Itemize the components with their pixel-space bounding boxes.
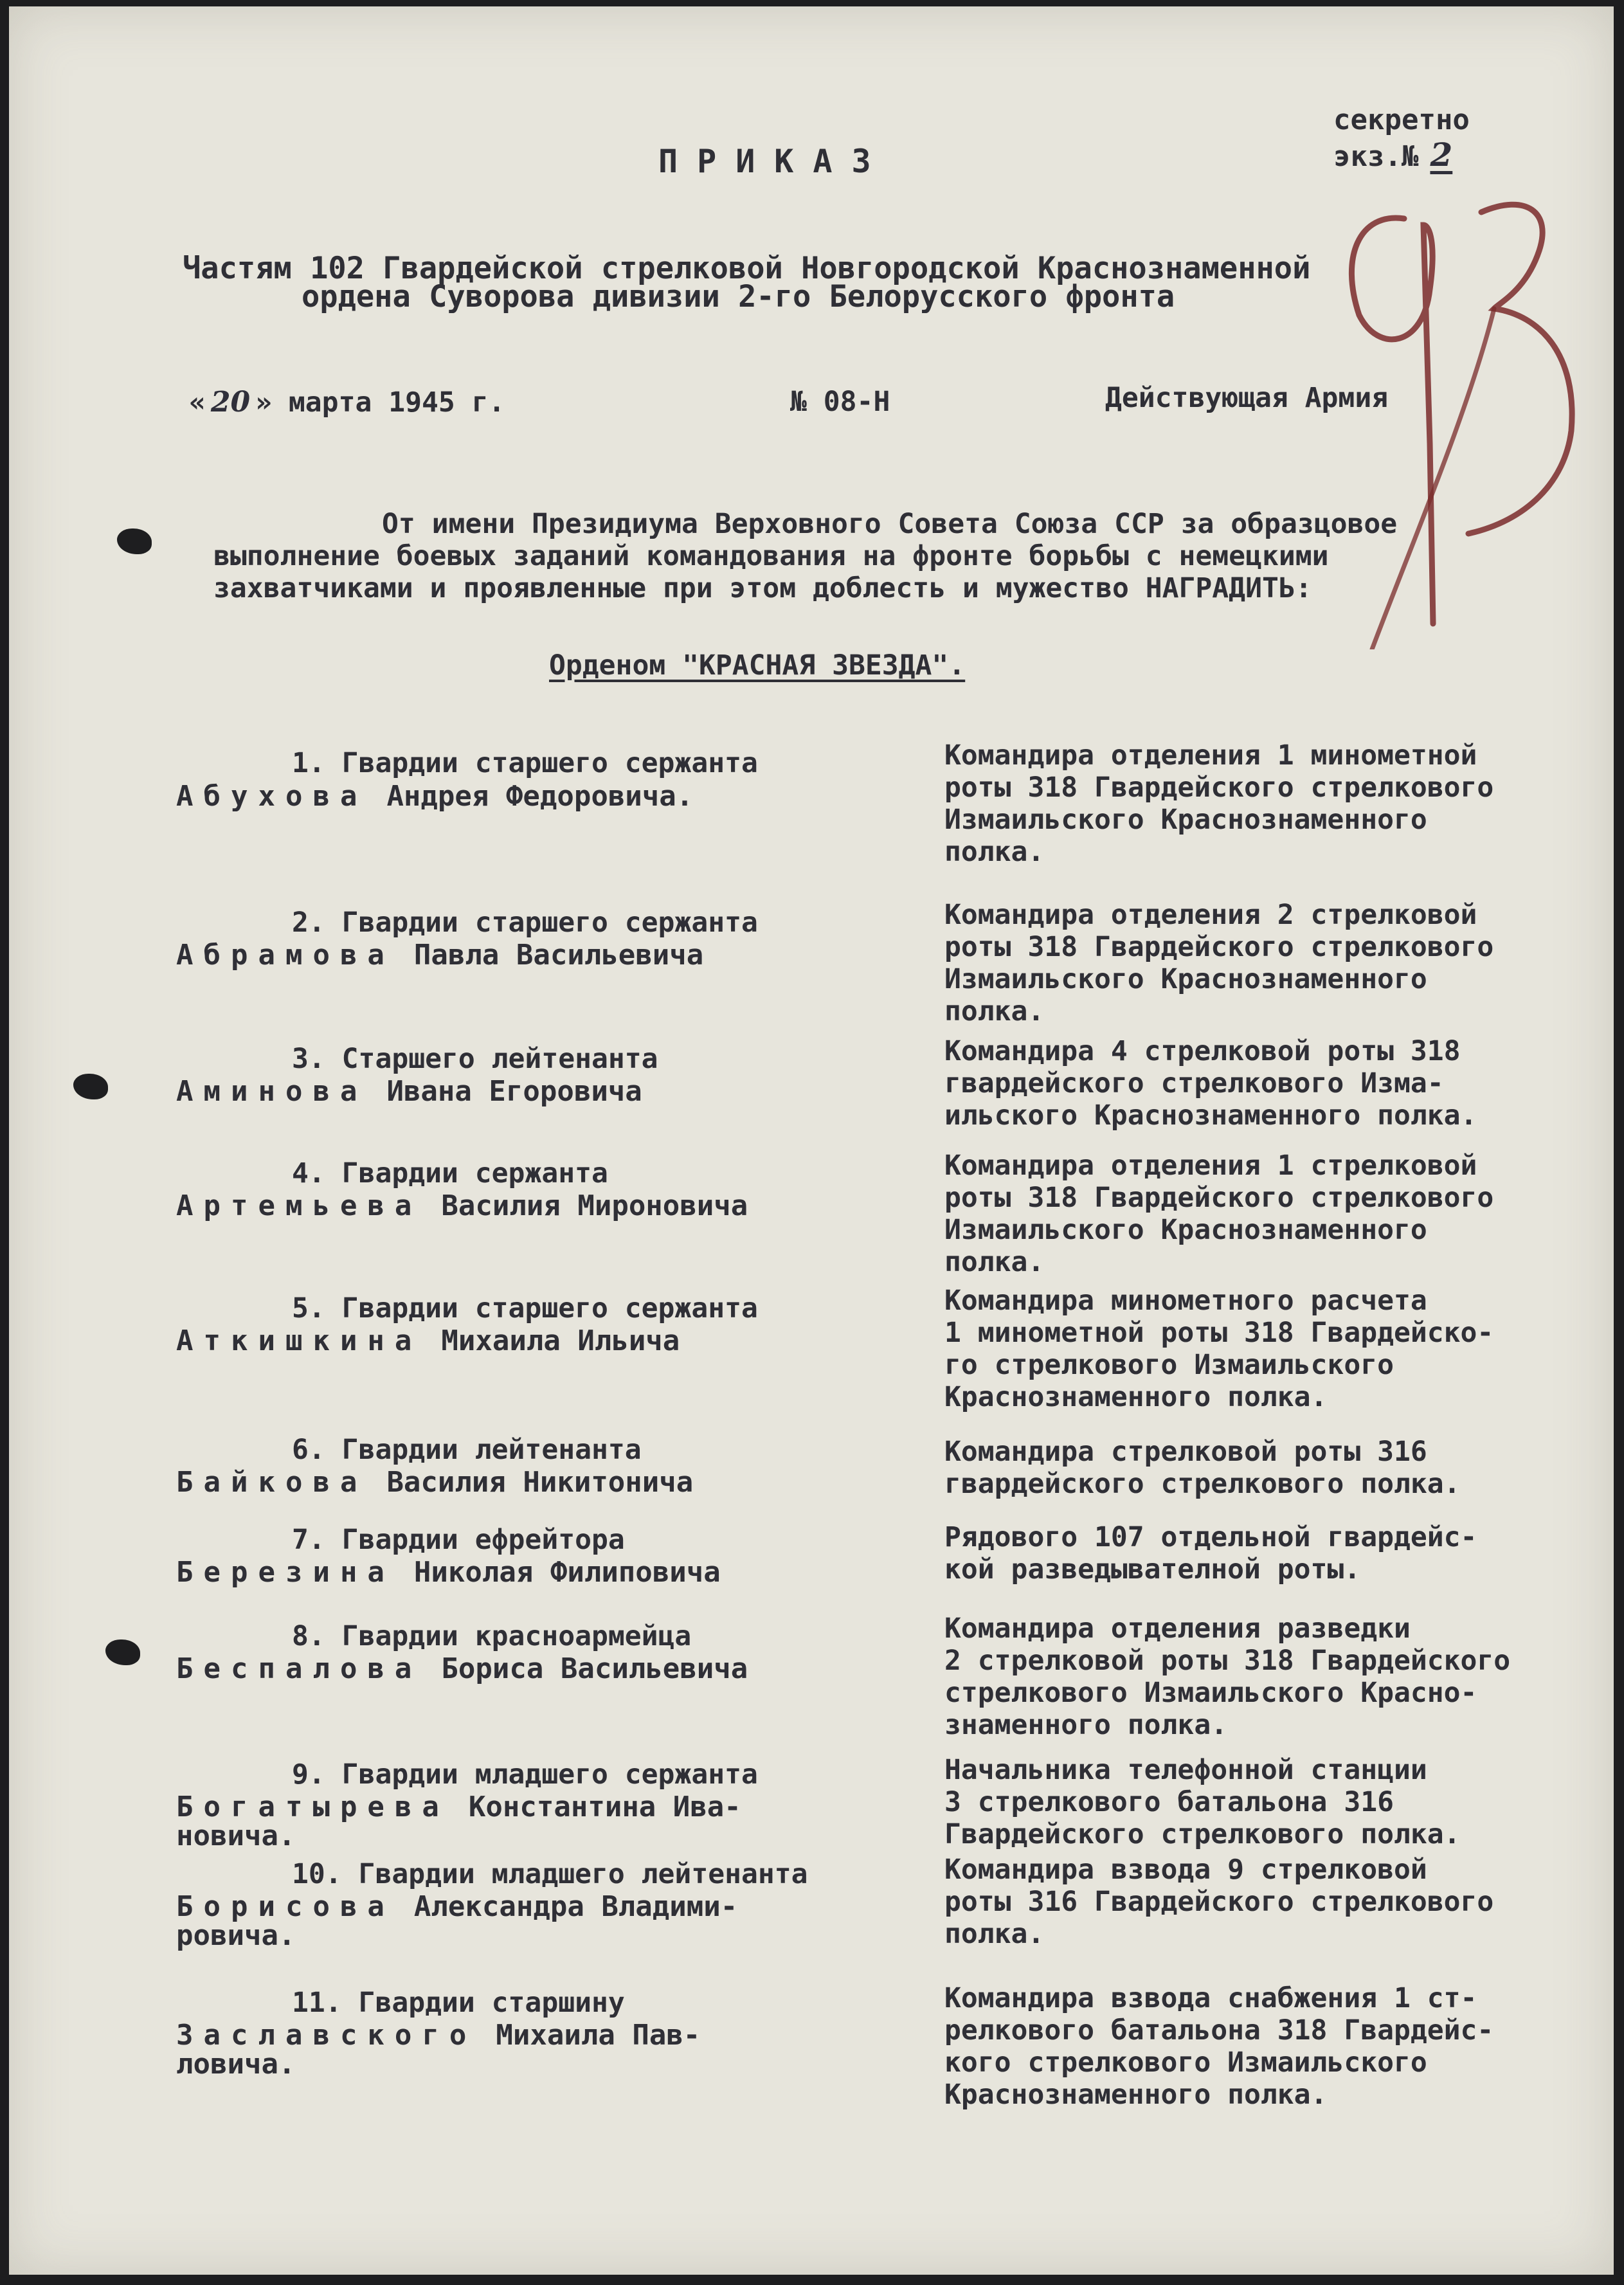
awardee-rank: 3. Старшего лейтенанта [292,1043,658,1075]
page-number-text: 93 [1334,187,1335,188]
awardee-position [944,1521,1594,1585]
awardee-name [176,1324,680,1357]
position-line: Командира отделения 1 стрелковой [944,1150,1477,1182]
awardee-name [176,1075,642,1108]
position-line: знаменного полка. [944,1709,1228,1741]
awardee-given-names: Павла Васильевича [413,939,704,971]
position-line: Командира взвода снабжения 1 ст- [944,1982,1477,2014]
position-line: Командира минометного расчета [944,1285,1427,1317]
awardee-name-continuation: ровича. [176,1919,296,1952]
awardee-position [944,1035,1594,1132]
position-line: Командира взвода 9 стрелковой [944,1854,1427,1886]
position-line: роты 318 Гвардейского стрелкового [944,772,1494,804]
awardee-position [944,1754,1594,1850]
secrecy-stamp [1333,103,1470,174]
position-line: ильского Краснознаменного полка. [944,1099,1477,1132]
awardee-name [176,1890,737,1923]
awardee-surname: Богатырева [176,1791,449,1823]
position-line: гвардейского стрелкового Изма- [944,1067,1444,1099]
document-sheet [9,6,1614,2275]
awardee-given-names: Михаила Ильича [441,1324,680,1357]
awardee-surname: Артемьева [176,1189,422,1222]
position-line: полка. [944,995,1045,1027]
position-line: Измаильского Краснознаменного [944,963,1427,995]
order-date: « 20 » марта 1945 г. [189,386,505,419]
awardee-given-names: Василия Никитонича [386,1466,694,1499]
awardee-name [176,780,693,813]
preamble-line-3: захватчиками и проявленные при этом доблесть и мужество НАГРАДИТЬ: [213,572,1312,604]
awardee-given-names: Василия Мироновича [441,1189,748,1222]
position-line: полка. [944,1246,1045,1278]
awardee-given-names: Николая Филиповича [413,1556,721,1589]
awardee-rank: 10. Гвардии младшего лейтенанта [292,1858,808,1890]
position-line: Краснознаменного полка. [944,1381,1328,1413]
awardee-position [944,739,1594,868]
awardee-position [944,1854,1594,1950]
awardee-rank: 4. Гвардии сержанта [292,1157,608,1189]
awardee-name [176,1189,748,1222]
copy-number: 2 [1430,136,1453,174]
position-line: кой разведывателной роты. [944,1553,1361,1585]
awardee-rank: 9. Гвардии младшего сержанта [292,1758,758,1791]
awardee-position [944,1982,1594,2111]
awardee-surname: Заславского [176,2019,477,2052]
awardee-position [944,1285,1594,1413]
order-number: № 08-Н [790,386,890,418]
awardee-position [944,1612,1594,1741]
awardee-rank: 2. Гвардии старшего сержанта [292,907,758,939]
position-line: Командира 4 стрелковой роты 318 [944,1035,1461,1067]
position-line: Измаильского Краснознаменного [944,804,1427,836]
awardee-surname: Беспалова [176,1652,422,1685]
awardee-position [944,1150,1594,1278]
position-line: Командира стрелковой роты 316 [944,1436,1427,1468]
position-line: роты 318 Гвардейского стрелкового [944,931,1494,963]
awardee-surname: Байкова [176,1466,368,1499]
position-line: гвардейского стрелкового полка. [944,1468,1461,1500]
position-line: роты 316 Гвардейского стрелкового [944,1886,1494,1918]
awardee-name [176,1652,748,1685]
position-line: Рядового 107 отдельной гвардейс- [944,1521,1477,1553]
order-location: Действующая Армия [1105,382,1389,414]
position-line: полка. [944,1918,1045,1950]
awardee-given-names: Александра Владими- [413,1890,738,1923]
awardee-name [176,1466,693,1499]
awardee-rank: 5. Гвардии старшего сержанта [292,1292,758,1324]
position-line: 2 стрелковой роты 318 Гвардейского [944,1645,1511,1677]
awardee-rank: 6. Гвардии лейтенанта [292,1434,642,1466]
position-line: 1 минометной роты 318 Гвардейско- [944,1317,1494,1349]
awardee-name [176,939,703,971]
position-line: Гвардейского стрелкового полка. [944,1818,1461,1850]
position-line: релкового батальона 318 Гвардейс- [944,2014,1494,2046]
awardee-rank: 11. Гвардии старшину [292,1987,625,2019]
awardee-rank: 1. Гвардии старшего сержанта [292,747,758,779]
date-day: 20 [210,386,251,419]
awardee-given-names: Бориса Васильевича [441,1652,748,1685]
punch-hole [73,1074,108,1099]
recipient-line-2: ордена Суворова дивизии 2-го Белорусского фронта [302,279,1175,314]
awardee-given-names: Константина Ива- [468,1791,741,1823]
awardee-position [944,1436,1594,1500]
awardee-position [944,899,1594,1027]
awardee-given-names: Ивана Егоровича [386,1075,642,1108]
document-title: ПРИКАЗ [658,143,890,180]
position-line: Краснознаменного полка. [944,2079,1328,2111]
position-line: роты 318 Гвардейского стрелкового [944,1182,1494,1214]
position-line: 3 стрелкового батальона 316 [944,1786,1394,1818]
preamble-line-2: выполнение боевых заданий командования на фронте борьбы с немецкими [213,540,1329,572]
position-line: Командира отделения 1 минометной [944,739,1477,772]
punch-hole [117,528,152,554]
awardee-name [176,1556,721,1589]
awardee-surname: Березина [176,1556,395,1589]
awardee-surname: Абрамова [176,939,395,971]
awardee-given-names: Михаила Пав- [496,2019,701,2052]
copy-line [1333,138,1470,174]
recipient-line-1: Частям 102 Гвардейской стрелковой Новгородской Краснознаменной [183,251,1311,286]
preamble-line-1: От имени Президиума Верховного Совета Союза ССР за образцовое [382,508,1398,540]
awardee-given-names: Андрея Федоровича. [386,780,694,813]
position-line: Командира отделения разведки [944,1612,1411,1645]
punch-hole [105,1639,140,1665]
secret-label: секретно [1333,104,1470,136]
awardee-surname: Аткишкина [176,1324,422,1357]
awardee-name [176,1791,741,1823]
position-line: го стрелкового Измаильского [944,1349,1394,1381]
awardee-name-continuation: ловича. [176,2048,296,2081]
awardee-rank: 7. Гвардии ефрейтора [292,1524,625,1556]
position-line: Командира отделения 2 стрелковой [944,899,1477,931]
award-heading: Орденом "КРАСНАЯ ЗВЕЗДА". [549,649,966,682]
position-line: стрелкового Измаильского Красно- [944,1677,1477,1709]
position-line: кого стрелкового Измаильского [944,2046,1427,2079]
position-line: полка. [944,836,1045,868]
position-line: Начальника телефонной станции [944,1754,1427,1786]
awardee-rank: 8. Гвардии красноармейца [292,1620,692,1652]
awardee-surname: Абухова [176,780,368,813]
awardee-surname: Борисова [176,1890,395,1923]
handwritten-page-number [1333,186,1603,649]
awardee-name [176,2019,700,2052]
awardee-surname: Аминова [176,1075,368,1108]
awardee-name-continuation: новича. [176,1820,296,1852]
date-month-year: марта 1945 г. [288,386,505,419]
copy-label: экз.№ [1333,140,1419,173]
position-line: Измаильского Краснознаменного [944,1214,1427,1246]
